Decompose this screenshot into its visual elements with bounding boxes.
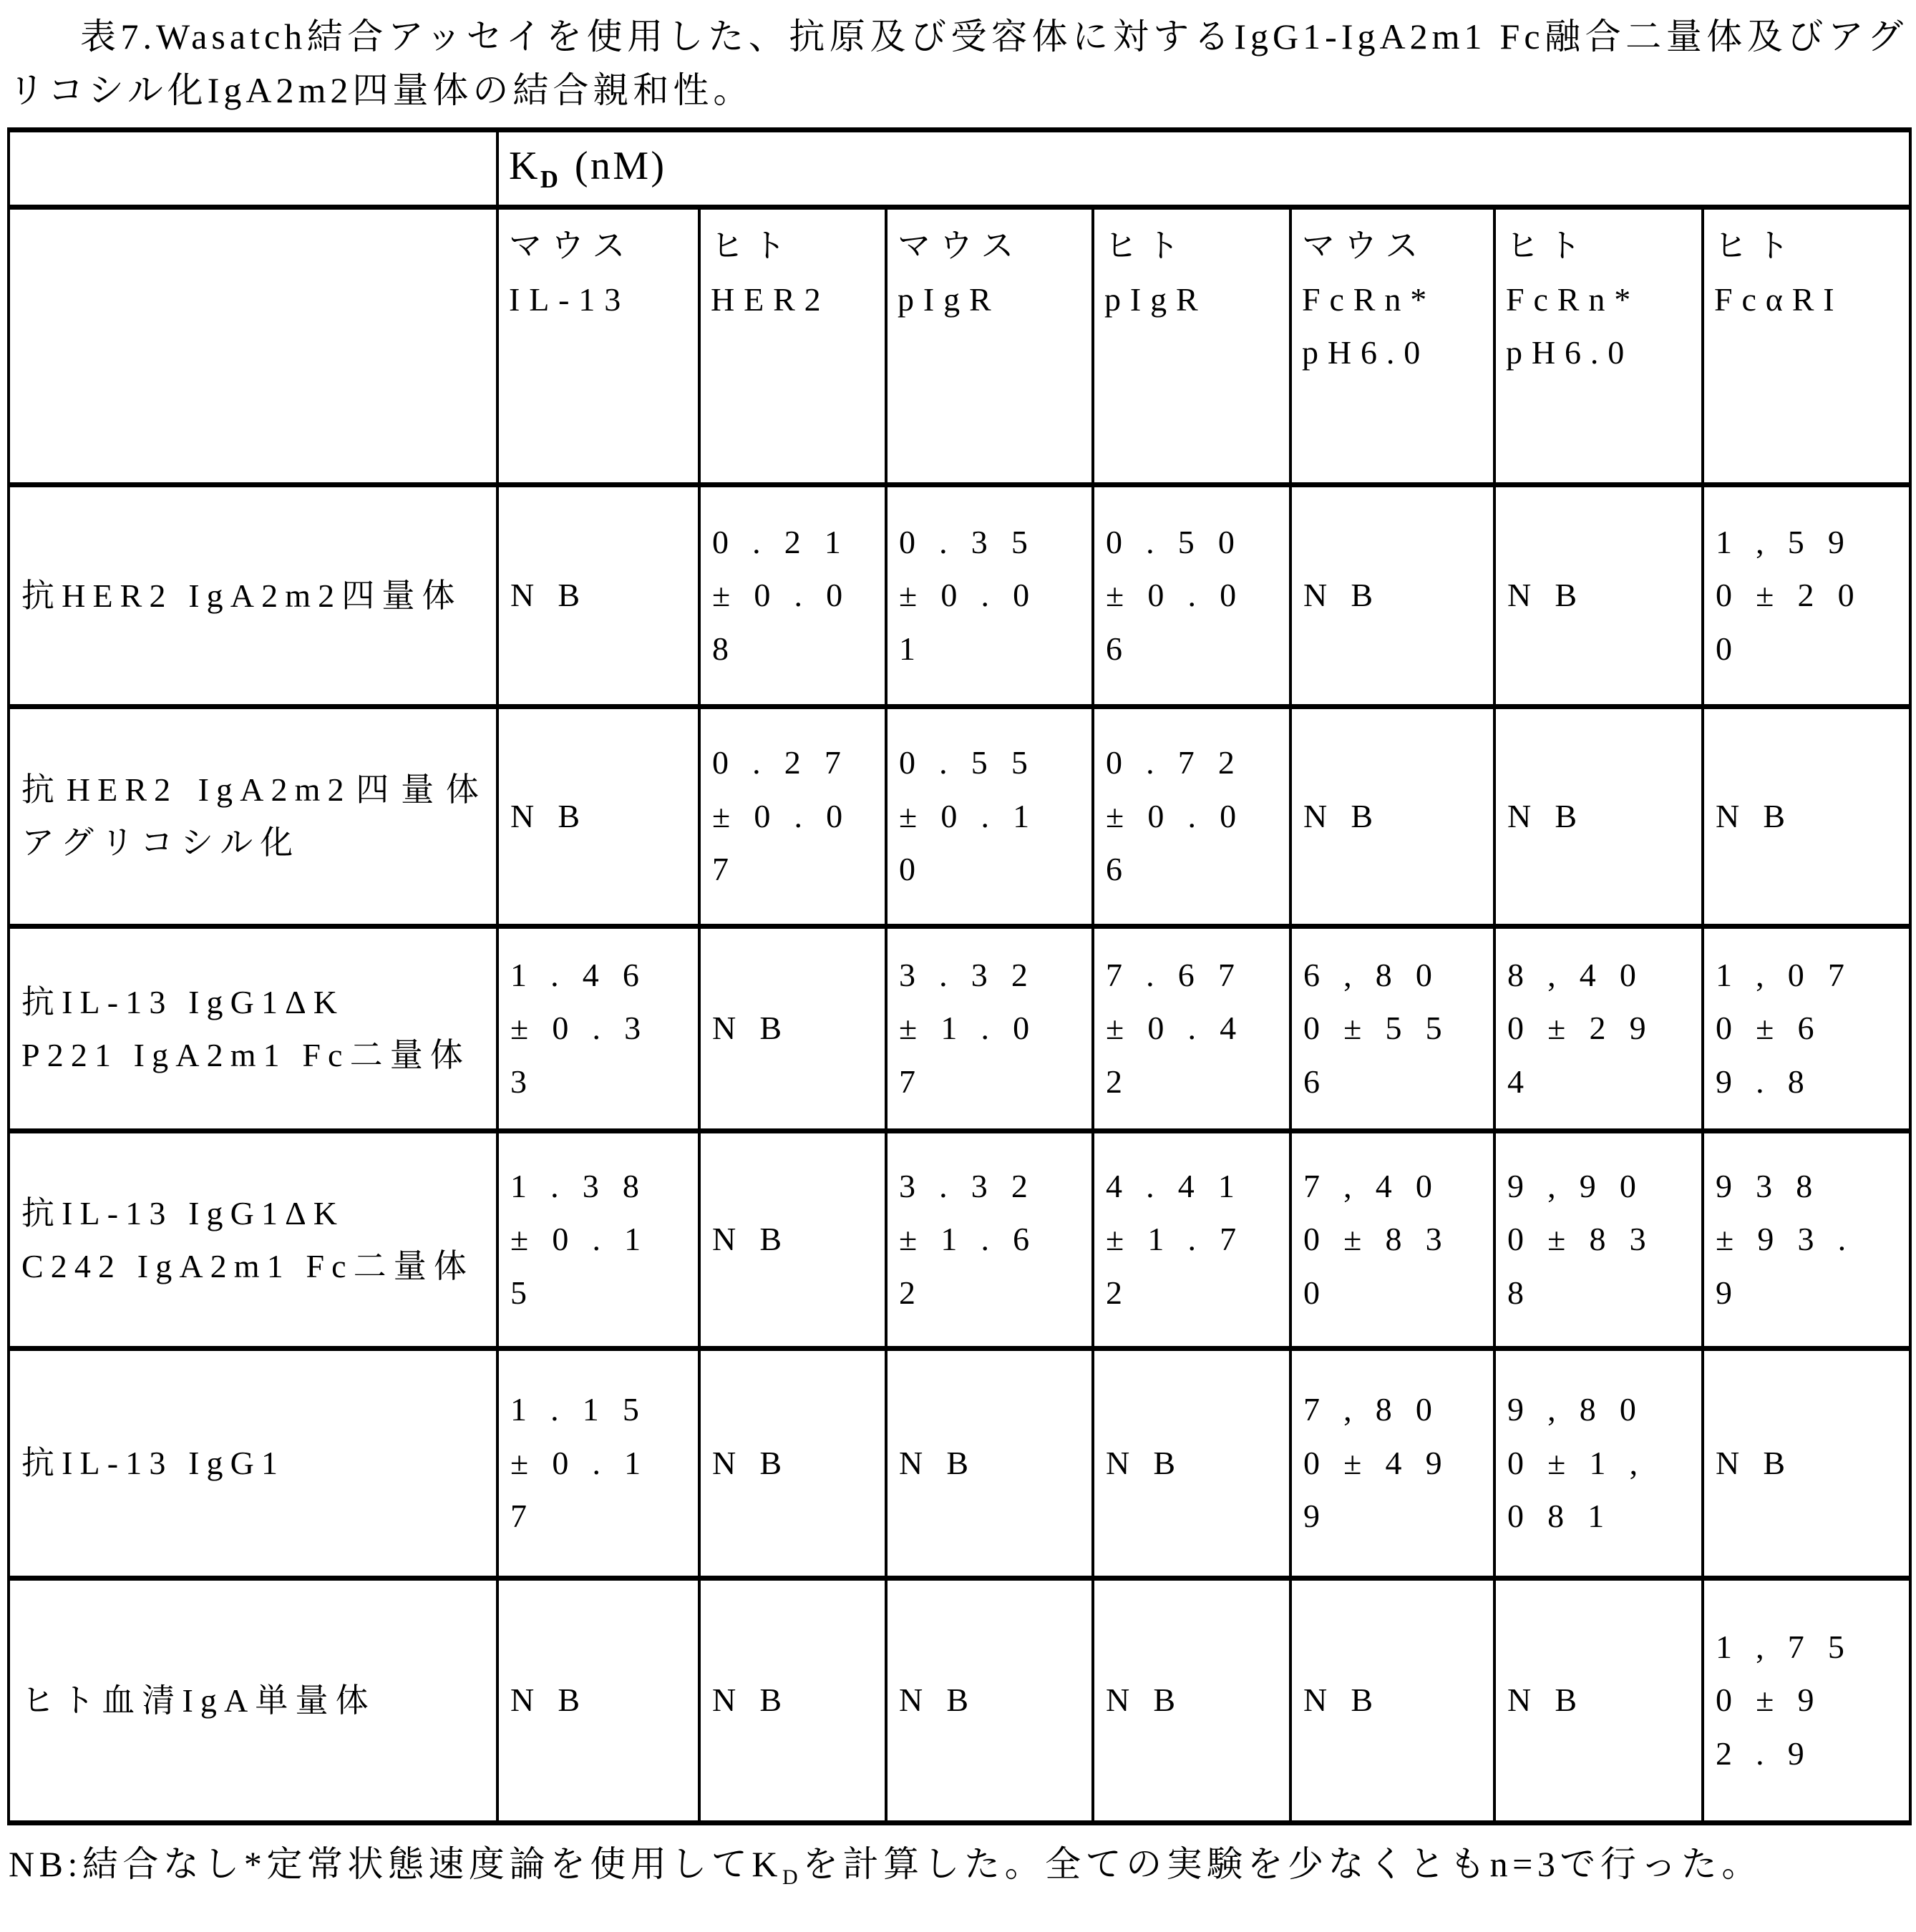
cell-value: 7,400±830 [1290,1131,1494,1349]
table-row [9,707,1910,927]
row-label: 抗HER2 IgA2m2四量体 [9,485,497,707]
footnote-prefix: NB:結合なし*定常状態速度論を使用してK [9,1844,782,1884]
cell-value: NB [1494,707,1703,927]
table-row [9,1349,1910,1579]
cell-value: 8,400±294 [1494,927,1703,1131]
row-label: ヒト血清IgA単量体 [9,1579,497,1823]
cell-value: 0.50±0.06 [1093,485,1290,707]
cell-value: NB [886,1579,1093,1823]
cell-value: 3.32±1.07 [886,927,1093,1131]
kd-base: K [509,143,540,188]
kd-unit-header [497,130,1910,208]
footnote-suffix: を計算した。全ての実験を少なくともn=3で行った。 [802,1844,1762,1884]
cell-value: NB [1494,485,1703,707]
footnote-kd-subscript: D [782,1865,803,1889]
cell-value: NB [699,1349,886,1579]
cell-value: 0.21±0.08 [699,485,886,707]
kd-unit-label: (nM) [574,143,667,188]
cell-value: NB [699,927,886,1131]
corner-empty-cell [9,130,497,208]
table-row [9,927,1910,1131]
table-row [9,485,1910,707]
cell-value: 1,590±200 [1703,485,1910,707]
cell-value: NB [1494,1579,1703,1823]
cell-value: 7.67±0.42 [1093,927,1290,1131]
row-label: 抗IL-13 IgG1ΔK P221 IgA2m1 Fc二量体 [9,927,497,1131]
cell-value: 0.35±0.01 [886,485,1093,707]
table-title: 表7.Wasatch結合アッセイを使用した、抗原及び受容体に対するIgG1-IgA2m1 Fc融合二量体及びアグリコシル化IgA2m2四量体の結合親和性。 [9,16,1907,110]
col-header-human-pigr: ヒト pIgR [1093,208,1290,485]
col-header-human-fcari: ヒト FcαRI [1703,208,1910,485]
cell-value: 9,800±1,081 [1494,1349,1703,1579]
cell-value: NB [1703,707,1910,927]
cell-value: NB [1703,1349,1910,1579]
cell-value: NB [1093,1579,1290,1823]
cell-value: 1.15±0.17 [497,1349,699,1579]
table-row [9,1579,1910,1823]
cell-value: 1,750±92.9 [1703,1579,1910,1823]
cell-value: 1.38±0.15 [497,1131,699,1349]
col-header-mouse-pigr: マウス pIgR [886,208,1093,485]
cell-value: NB [497,1579,699,1823]
kd-header-row [9,130,1910,208]
cell-value: 3.32±1.62 [886,1131,1093,1349]
table-footnote [9,1835,1907,1895]
cell-value: NB [1093,1349,1290,1579]
col-header-human-fcrn: ヒト FcRn* pH6.0 [1494,208,1703,485]
cell-value: 7,800±499 [1290,1349,1494,1579]
cell-value: 1,070±69.8 [1703,927,1910,1131]
row-label-header-empty [9,208,497,485]
cell-value: NB [1290,1579,1494,1823]
cell-value: 0.27±0.07 [699,707,886,927]
col-header-mouse-fcrn: マウス FcRn* pH6.0 [1290,208,1494,485]
table-row [9,1131,1910,1349]
cell-value: NB [1290,707,1494,927]
cell-value: NB [886,1349,1093,1579]
cell-value: NB [497,485,699,707]
col-header-mouse-il13: マウス IL-13 [497,208,699,485]
row-label: 抗HER2 IgA2m2四量体アグリコシル化 [9,707,497,927]
cell-value: 0.72±0.06 [1093,707,1290,927]
cell-value: NB [497,707,699,927]
col-header-human-her2: ヒト HER2 [699,208,886,485]
binding-affinity-table [7,127,1912,1825]
cell-value: 1.46±0.33 [497,927,699,1131]
cell-value: NB [1290,485,1494,707]
cell-value: NB [699,1579,886,1823]
row-label: 抗IL-13 IgG1ΔK C242 IgA2m1 Fc二量体 [9,1131,497,1349]
cell-value: 6,800±556 [1290,927,1494,1131]
cell-value: 9,900±838 [1494,1131,1703,1349]
cell-value: NB [699,1131,886,1349]
cell-value: 4.41±1.72 [1093,1131,1290,1349]
kd-subscript: D [540,165,561,194]
column-header-row [9,208,1910,485]
cell-value: 0.55±0.10 [886,707,1093,927]
row-label: 抗IL-13 IgG1 [9,1349,497,1579]
document-page [7,0,1909,1895]
cell-value: 938±93.9 [1703,1131,1910,1349]
